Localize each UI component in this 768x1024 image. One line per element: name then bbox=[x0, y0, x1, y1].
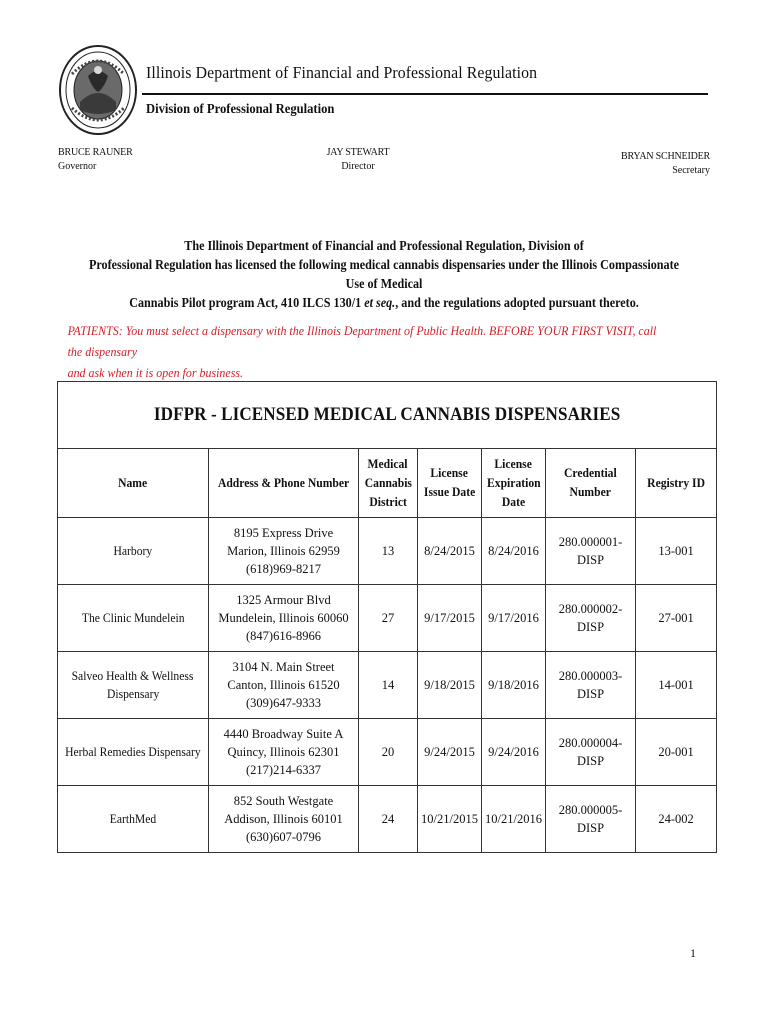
cell-expiration-date: 9/18/2016 bbox=[482, 652, 546, 719]
cell-district: 24 bbox=[359, 786, 418, 853]
cell-expiration-date: 9/17/2016 bbox=[482, 585, 546, 652]
name-line: Dispensary bbox=[106, 687, 160, 701]
header-cred-l1: Credential bbox=[564, 466, 617, 480]
name-line: Herbal Remedies Dispensary bbox=[65, 745, 201, 759]
cell-registry: 13-001 bbox=[636, 518, 717, 585]
address-street: 852 South Westgate bbox=[233, 794, 334, 808]
table-title bbox=[58, 382, 717, 449]
address-street: 4440 Broadway Suite A bbox=[223, 727, 344, 741]
cell-registry: 14-001 bbox=[636, 652, 717, 719]
address-street: 1325 Armour Blvd bbox=[236, 593, 331, 607]
header-exp-l2: Expiration bbox=[486, 475, 541, 490]
header-exp-l3: Date bbox=[501, 494, 526, 509]
table-row bbox=[58, 719, 717, 786]
state-seal-logo bbox=[58, 44, 138, 136]
cell-registry: 27-001 bbox=[636, 585, 717, 652]
official-secretary bbox=[621, 150, 710, 178]
cell-expiration-date: 8/24/2016 bbox=[482, 518, 546, 585]
address-phone: (630)607-0796 bbox=[246, 830, 321, 844]
table-row bbox=[58, 518, 717, 585]
cell-address bbox=[209, 652, 359, 719]
intro-et-seq: et seq. bbox=[364, 295, 396, 310]
cell-issue-date: 10/21/2015 bbox=[418, 786, 482, 853]
cell-issue-date: 9/24/2015 bbox=[418, 719, 482, 786]
cell-credential: 280.000002-DISP bbox=[546, 585, 636, 652]
header-name bbox=[58, 449, 209, 518]
cell-name bbox=[58, 652, 209, 719]
name-line: EarthMed bbox=[109, 812, 157, 826]
official-director bbox=[318, 146, 398, 174]
header-name-text: Name bbox=[118, 475, 148, 490]
agency-name: Illinois Department of Financial and Professional Regulation bbox=[146, 63, 538, 82]
header-district bbox=[359, 449, 418, 518]
header-district-l2: Cannabis bbox=[364, 475, 412, 490]
cell-district: 13 bbox=[359, 518, 418, 585]
page-number: 1 bbox=[690, 946, 696, 960]
table-row bbox=[58, 786, 717, 853]
cell-registry: 20-001 bbox=[636, 719, 717, 786]
notice-line-2: and ask when it is open for business. bbox=[67, 365, 244, 380]
cell-name bbox=[58, 585, 209, 652]
intro-line-3-pre: Cannabis Pilot program Act, 410 ILCS 130/1 bbox=[129, 295, 362, 310]
cell-expiration-date: 10/21/2016 bbox=[482, 786, 546, 853]
header-rule bbox=[142, 93, 708, 95]
header-district-l3: District bbox=[369, 494, 407, 509]
address-city: Mundelein, Illinois 60060 bbox=[218, 611, 349, 625]
header-expiration-date bbox=[482, 449, 546, 518]
cell-address bbox=[209, 518, 359, 585]
name-line: Salveo Health & Wellness bbox=[72, 669, 194, 683]
intro-line-1: The Illinois Department of Financial and Professional Regulation, Division of bbox=[184, 238, 584, 253]
address-street: 3104 N. Main Street bbox=[232, 660, 335, 674]
cell-expiration-date: 9/24/2016 bbox=[482, 719, 546, 786]
cell-registry: 24-002 bbox=[636, 786, 717, 853]
name-line: The Clinic Mundelein bbox=[81, 611, 185, 625]
official-name: BRYAN SCHNEIDER bbox=[621, 151, 710, 162]
intro-line-3 bbox=[86, 293, 682, 312]
address-city: Marion, Illinois 62959 bbox=[227, 544, 340, 558]
header-registry bbox=[636, 449, 717, 518]
name-line: Harbory bbox=[113, 544, 153, 558]
header-issue-l1: License bbox=[430, 466, 469, 480]
cell-district: 14 bbox=[359, 652, 418, 719]
header-exp-l1: License bbox=[494, 456, 533, 471]
header-credential bbox=[546, 449, 636, 518]
intro-paragraph bbox=[86, 236, 682, 312]
official-governor bbox=[58, 146, 133, 174]
cell-address bbox=[209, 719, 359, 786]
cell-credential: 280.000004-DISP bbox=[546, 719, 636, 786]
address-street: 8195 Express Drive bbox=[233, 526, 334, 540]
intro-line-3-post: , and the regulations adopted pursuant thereto. bbox=[395, 295, 639, 310]
header-registry-text: Registry ID bbox=[647, 475, 705, 490]
official-name: BRUCE RAUNER bbox=[58, 147, 133, 158]
cell-district: 20 bbox=[359, 719, 418, 786]
notice-line-1: PATIENTS: You must select a dispensary with the Illinois Department of Public Health. BEFORE YOUR FIRST VISIT, call the dispensary bbox=[67, 323, 657, 359]
header-district-l1: Medical bbox=[367, 456, 409, 471]
cell-issue-date: 9/18/2015 bbox=[418, 652, 482, 719]
table-header-row bbox=[58, 449, 717, 518]
address-phone: (217)214-6337 bbox=[246, 763, 321, 777]
division-name: Division of Professional Regulation bbox=[146, 102, 335, 117]
official-title: Director bbox=[341, 161, 375, 172]
official-name: JAY STEWART bbox=[326, 147, 390, 158]
cell-name bbox=[58, 786, 209, 853]
cell-credential: 280.000001-DISP bbox=[546, 518, 636, 585]
official-title: Governor bbox=[58, 161, 97, 172]
patient-notice bbox=[40, 320, 666, 383]
cell-name bbox=[58, 518, 209, 585]
header-cred-l2: Number bbox=[569, 485, 612, 499]
header-issue-date bbox=[418, 449, 482, 518]
official-title: Secretary bbox=[672, 165, 710, 176]
address-city: Addison, Illinois 60101 bbox=[224, 812, 343, 826]
header-address bbox=[209, 449, 359, 518]
cell-credential: 280.000005-DISP bbox=[546, 786, 636, 853]
cell-credential: 280.000003-DISP bbox=[546, 652, 636, 719]
cell-address bbox=[209, 585, 359, 652]
address-city: Quincy, Illinois 62301 bbox=[227, 745, 340, 759]
address-phone: (847)616-8966 bbox=[246, 629, 321, 643]
table-row bbox=[58, 585, 717, 652]
cell-issue-date: 8/24/2015 bbox=[418, 518, 482, 585]
address-phone: (618)969-8217 bbox=[246, 562, 321, 576]
cell-name bbox=[58, 719, 209, 786]
cell-address bbox=[209, 786, 359, 853]
intro-line-2: Professional Regulation has licensed the following medical cannabis dispensaries under the Illinois Compassionate Use of Medical bbox=[88, 257, 680, 291]
table-row bbox=[58, 652, 717, 719]
cell-issue-date: 9/17/2015 bbox=[418, 585, 482, 652]
cell-district: 27 bbox=[359, 585, 418, 652]
dispensary-table bbox=[57, 381, 717, 853]
address-city: Canton, Illinois 61520 bbox=[227, 678, 340, 692]
table-title-text: IDFPR - LICENSED MEDICAL CANNABIS DISPENSARIES bbox=[153, 404, 621, 425]
header-issue-l2: Issue Date bbox=[423, 485, 476, 499]
address-phone: (309)647-9333 bbox=[246, 696, 321, 710]
header-address-text: Address & Phone Number bbox=[217, 475, 350, 490]
